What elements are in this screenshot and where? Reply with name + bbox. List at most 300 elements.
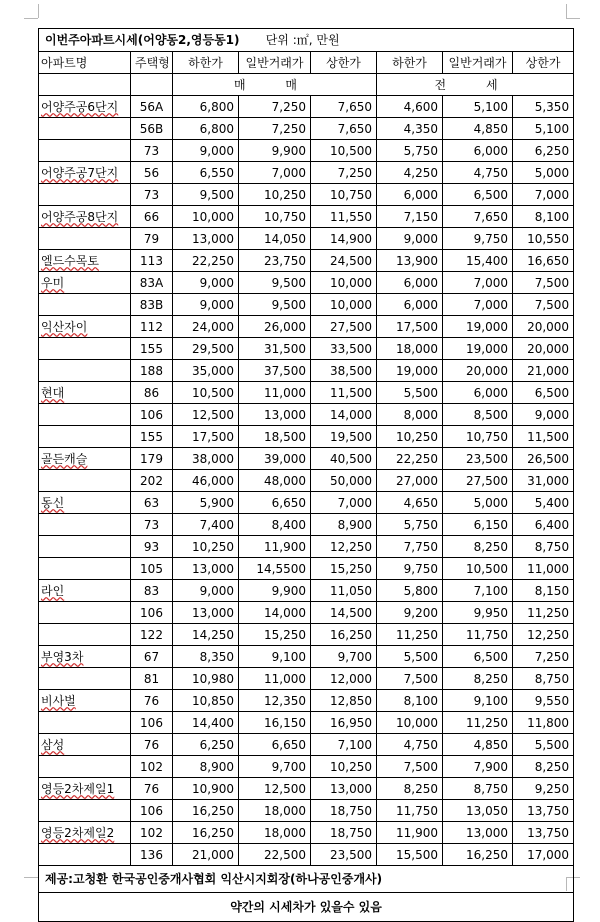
housing-type: 106 <box>131 800 173 822</box>
page-corner-mark <box>24 17 38 19</box>
jeonse-high-cell: 9,000 <box>513 404 574 426</box>
sale-typical-cell: 12,500 <box>239 778 311 800</box>
jeonse-typical-cell: 7,650 <box>443 206 513 228</box>
housing-type: 56A <box>131 96 173 118</box>
sale-low-cell: 14,250 <box>173 624 239 646</box>
sale-high-cell: 11,050 <box>311 580 377 602</box>
sale-high-cell: 7,100 <box>311 734 377 756</box>
sale-low-cell: 10,500 <box>173 382 239 404</box>
jeonse-low-cell: 10,000 <box>377 712 443 734</box>
jeonse-low-cell: 4,650 <box>377 492 443 514</box>
sale-typical-cell: 9,900 <box>239 580 311 602</box>
sale-low-cell: 16,250 <box>173 822 239 844</box>
jeonse-typical-cell: 9,950 <box>443 602 513 624</box>
sale-typical-cell: 15,250 <box>239 624 311 646</box>
sale-high-cell: 7,000 <box>311 492 377 514</box>
jeonse-low-cell: 7,500 <box>377 756 443 778</box>
sale-low-cell: 5,900 <box>173 492 239 514</box>
sale-low-cell: 38,000 <box>173 448 239 470</box>
sale-typical-cell: 31,500 <box>239 338 311 360</box>
sale-high-cell: 19,500 <box>311 426 377 448</box>
jeonse-low-cell: 4,750 <box>377 734 443 756</box>
footer-provider-row <box>39 866 574 893</box>
jeonse-low-cell: 10,250 <box>377 426 443 448</box>
page-corner-mark <box>24 877 38 879</box>
sale-typical-cell: 11,000 <box>239 668 311 690</box>
title-text: 이번주아파트시세(어양동2,영등동1) <box>45 33 240 47</box>
jeonse-low-cell: 18,000 <box>377 338 443 360</box>
sale-low-cell: 6,550 <box>173 162 239 184</box>
table-row <box>39 492 574 514</box>
sale-low-cell: 8,900 <box>173 756 239 778</box>
apartment-name <box>39 756 131 778</box>
sale-typical-cell: 9,900 <box>239 140 311 162</box>
sale-low-cell: 12,500 <box>173 404 239 426</box>
sale-low-cell: 46,000 <box>173 470 239 492</box>
jeonse-low-cell: 7,150 <box>377 206 443 228</box>
table-row <box>39 514 574 536</box>
jeonse-low-cell: 11,900 <box>377 822 443 844</box>
apartment-name <box>39 800 131 822</box>
jeonse-typical-cell: 7,000 <box>443 294 513 316</box>
apartment-name-text: 엘드수목토 <box>41 253 99 268</box>
jeonse-high-cell: 9,550 <box>513 690 574 712</box>
sale-low-cell: 35,000 <box>173 360 239 382</box>
sale-typical-cell: 9,100 <box>239 646 311 668</box>
jeonse-high-cell: 26,500 <box>513 448 574 470</box>
page-corner-mark <box>566 4 575 18</box>
jeonse-typical-cell: 8,250 <box>443 536 513 558</box>
jeonse-typical-cell: 9,100 <box>443 690 513 712</box>
jeonse-high-cell: 17,000 <box>513 844 574 866</box>
apartment-name <box>39 426 131 448</box>
housing-type: 83 <box>131 580 173 602</box>
housing-type: 83B <box>131 294 173 316</box>
table-row <box>39 382 574 404</box>
sale-high-cell: 40,500 <box>311 448 377 470</box>
apartment-name <box>39 734 131 756</box>
jeonse-high-cell: 11,500 <box>513 426 574 448</box>
jeonse-low-cell: 4,250 <box>377 162 443 184</box>
sale-low-cell: 6,250 <box>173 734 239 756</box>
sale-typical-cell: 11,900 <box>239 536 311 558</box>
sale-high-cell: 14,500 <box>311 602 377 624</box>
sale-low-cell: 6,800 <box>173 96 239 118</box>
jeonse-typical-cell: 5,000 <box>443 492 513 514</box>
housing-type: 76 <box>131 734 173 756</box>
sale-low-cell: 22,250 <box>173 250 239 272</box>
sale-high-cell: 11,550 <box>311 206 377 228</box>
apartment-name <box>39 316 131 338</box>
table-row <box>39 844 574 866</box>
jeonse-typical-cell: 6,500 <box>443 184 513 206</box>
jeonse-typical-cell: 7,900 <box>443 756 513 778</box>
jeonse-typical-cell: 13,050 <box>443 800 513 822</box>
housing-type: 73 <box>131 184 173 206</box>
sale-typical-cell: 8,400 <box>239 514 311 536</box>
jeonse-low-cell: 6,000 <box>377 272 443 294</box>
apartment-name-text: 어양주공8단지 <box>41 209 119 224</box>
sale-high-cell: 23,500 <box>311 844 377 866</box>
sale-low-cell: 6,800 <box>173 118 239 140</box>
header-jeonse-typical: 일반거래가 <box>443 52 513 74</box>
jeonse-low-cell: 11,250 <box>377 624 443 646</box>
sale-typical-cell: 16,150 <box>239 712 311 734</box>
jeonse-high-cell: 11,000 <box>513 558 574 580</box>
jeonse-high-cell: 5,400 <box>513 492 574 514</box>
sale-high-cell: 11,500 <box>311 382 377 404</box>
sale-high-cell: 16,250 <box>311 624 377 646</box>
jeonse-low-cell: 5,500 <box>377 646 443 668</box>
housing-type: 136 <box>131 844 173 866</box>
apartment-name-text: 현대 <box>41 385 65 400</box>
sale-typical-cell: 23,750 <box>239 250 311 272</box>
jeonse-low-cell: 4,350 <box>377 118 443 140</box>
housing-type: 93 <box>131 536 173 558</box>
sale-typical-cell: 6,650 <box>239 492 311 514</box>
housing-type: 67 <box>131 646 173 668</box>
sale-high-cell: 10,000 <box>311 272 377 294</box>
apartment-name <box>39 514 131 536</box>
table-row <box>39 536 574 558</box>
sale-low-cell: 10,980 <box>173 668 239 690</box>
jeonse-high-cell: 20,000 <box>513 316 574 338</box>
jeonse-low-cell: 17,500 <box>377 316 443 338</box>
sale-high-cell: 7,650 <box>311 118 377 140</box>
housing-type: 56 <box>131 162 173 184</box>
table-title <box>39 29 574 52</box>
jeonse-low-cell: 6,000 <box>377 184 443 206</box>
apartment-name <box>39 140 131 162</box>
sale-high-cell: 16,950 <box>311 712 377 734</box>
sale-high-cell: 15,250 <box>311 558 377 580</box>
jeonse-typical-cell: 23,500 <box>443 448 513 470</box>
jeonse-typical-cell: 27,500 <box>443 470 513 492</box>
header-jeonse-low: 하한가 <box>377 52 443 74</box>
apartment-name-text: 비사벌 <box>41 693 76 708</box>
jeonse-typical-cell: 9,750 <box>443 228 513 250</box>
jeonse-typical-cell: 10,750 <box>443 426 513 448</box>
housing-type: 155 <box>131 338 173 360</box>
table-row <box>39 646 574 668</box>
jeonse-high-cell: 12,250 <box>513 624 574 646</box>
jeonse-high-cell: 8,150 <box>513 580 574 602</box>
housing-type: 155 <box>131 426 173 448</box>
sale-typical-cell: 7,250 <box>239 118 311 140</box>
sale-typical-cell: 10,750 <box>239 206 311 228</box>
apartment-name <box>39 822 131 844</box>
header-jeonse-high: 상한가 <box>513 52 574 74</box>
page-corner-mark <box>30 4 39 18</box>
apartment-name-text: 어양주공7단지 <box>41 165 119 180</box>
apartment-name <box>39 118 131 140</box>
header-sale-high: 상한가 <box>311 52 377 74</box>
apartment-name <box>39 558 131 580</box>
sale-low-cell: 9,000 <box>173 294 239 316</box>
table-row <box>39 778 574 800</box>
housing-type: 202 <box>131 470 173 492</box>
sale-low-cell: 9,000 <box>173 580 239 602</box>
table-row <box>39 558 574 580</box>
table-row <box>39 250 574 272</box>
sale-high-cell: 10,000 <box>311 294 377 316</box>
sale-high-cell: 24,500 <box>311 250 377 272</box>
housing-type: 66 <box>131 206 173 228</box>
jeonse-high-cell: 11,250 <box>513 602 574 624</box>
sale-typical-cell: 7,000 <box>239 162 311 184</box>
jeonse-typical-cell: 6,500 <box>443 646 513 668</box>
jeonse-high-cell: 5,500 <box>513 734 574 756</box>
jeonse-typical-cell: 15,400 <box>443 250 513 272</box>
page-corner-mark <box>566 17 580 19</box>
sale-typical-cell: 9,700 <box>239 756 311 778</box>
footer-note-row <box>39 893 574 922</box>
table-row <box>39 470 574 492</box>
sale-low-cell: 8,350 <box>173 646 239 668</box>
housing-type: 76 <box>131 778 173 800</box>
apartment-name <box>39 624 131 646</box>
jeonse-low-cell: 5,500 <box>377 382 443 404</box>
jeonse-high-cell: 9,250 <box>513 778 574 800</box>
sale-low-cell: 10,000 <box>173 206 239 228</box>
jeonse-typical-cell: 6,000 <box>443 140 513 162</box>
header-row <box>39 52 574 74</box>
sale-high-cell: 12,850 <box>311 690 377 712</box>
apartment-name <box>39 536 131 558</box>
jeonse-high-cell: 7,250 <box>513 646 574 668</box>
apartment-name <box>39 778 131 800</box>
jeonse-typical-cell: 20,000 <box>443 360 513 382</box>
header-apartment-name: 아파트명 <box>39 52 131 74</box>
sale-low-cell: 17,500 <box>173 426 239 448</box>
jeonse-typical-cell: 6,000 <box>443 382 513 404</box>
apartment-name <box>39 338 131 360</box>
sale-high-cell: 27,500 <box>311 316 377 338</box>
table-row <box>39 272 574 294</box>
sale-high-cell: 18,750 <box>311 822 377 844</box>
sale-typical-cell: 10,250 <box>239 184 311 206</box>
sale-low-cell: 7,400 <box>173 514 239 536</box>
sale-low-cell: 14,400 <box>173 712 239 734</box>
table-row <box>39 360 574 382</box>
apartment-name <box>39 206 131 228</box>
table-row <box>39 756 574 778</box>
jeonse-low-cell: 4,600 <box>377 96 443 118</box>
sale-low-cell: 13,000 <box>173 558 239 580</box>
sale-high-cell: 33,500 <box>311 338 377 360</box>
jeonse-high-cell: 8,100 <box>513 206 574 228</box>
jeonse-high-cell: 16,650 <box>513 250 574 272</box>
table-row <box>39 734 574 756</box>
jeonse-low-cell: 7,500 <box>377 668 443 690</box>
apartment-name <box>39 184 131 206</box>
jeonse-typical-cell: 19,000 <box>443 338 513 360</box>
apartment-name <box>39 492 131 514</box>
housing-type: 76 <box>131 690 173 712</box>
table-row <box>39 602 574 624</box>
housing-type: 106 <box>131 404 173 426</box>
apartment-name-text: 어양주공6단지 <box>41 99 119 114</box>
sale-low-cell: 9,000 <box>173 140 239 162</box>
jeonse-high-cell: 7,500 <box>513 272 574 294</box>
housing-type: 105 <box>131 558 173 580</box>
jeonse-typical-cell: 4,750 <box>443 162 513 184</box>
jeonse-typical-cell: 4,850 <box>443 734 513 756</box>
housing-type: 179 <box>131 448 173 470</box>
sale-high-cell: 12,250 <box>311 536 377 558</box>
table-row <box>39 426 574 448</box>
jeonse-low-cell: 5,750 <box>377 514 443 536</box>
header-housing-type: 주택형 <box>131 52 173 74</box>
apartment-name <box>39 294 131 316</box>
table-row <box>39 140 574 162</box>
jeonse-typical-cell: 10,500 <box>443 558 513 580</box>
table-row <box>39 800 574 822</box>
apartment-name <box>39 602 131 624</box>
apartment-name <box>39 668 131 690</box>
jeonse-low-cell: 13,900 <box>377 250 443 272</box>
jeonse-high-cell: 7,000 <box>513 184 574 206</box>
sale-typical-cell: 39,000 <box>239 448 311 470</box>
sale-typical-cell: 22,500 <box>239 844 311 866</box>
sale-typical-cell: 9,500 <box>239 294 311 316</box>
sale-typical-cell: 18,000 <box>239 822 311 844</box>
apartment-name <box>39 580 131 602</box>
jeonse-typical-cell: 8,500 <box>443 404 513 426</box>
footer-note: 약간의 시세차가 있을수 있음 <box>39 893 574 922</box>
table-row <box>39 184 574 206</box>
jeonse-high-cell: 6,400 <box>513 514 574 536</box>
title-row <box>39 29 574 52</box>
jeonse-high-cell: 31,000 <box>513 470 574 492</box>
apartment-name <box>39 360 131 382</box>
apartment-name <box>39 96 131 118</box>
sale-typical-cell: 14,000 <box>239 602 311 624</box>
jeonse-high-cell: 6,250 <box>513 140 574 162</box>
sale-typical-cell: 26,000 <box>239 316 311 338</box>
section-blank <box>131 74 173 96</box>
sale-low-cell: 24,000 <box>173 316 239 338</box>
housing-type: 102 <box>131 822 173 844</box>
jeonse-high-cell: 8,750 <box>513 668 574 690</box>
sale-high-cell: 10,250 <box>311 756 377 778</box>
housing-type: 56B <box>131 118 173 140</box>
table-row <box>39 404 574 426</box>
table-row <box>39 712 574 734</box>
sale-low-cell: 9,000 <box>173 272 239 294</box>
apartment-name-text: 라인 <box>41 583 65 598</box>
apartment-name <box>39 404 131 426</box>
housing-type: 106 <box>131 602 173 624</box>
jeonse-high-cell: 20,000 <box>513 338 574 360</box>
jeonse-high-cell: 6,500 <box>513 382 574 404</box>
apartment-name <box>39 844 131 866</box>
sale-high-cell: 14,000 <box>311 404 377 426</box>
table-row <box>39 206 574 228</box>
sale-low-cell: 29,500 <box>173 338 239 360</box>
sale-high-cell: 18,750 <box>311 800 377 822</box>
table-row <box>39 822 574 844</box>
sale-typical-cell: 14,050 <box>239 228 311 250</box>
section-sale-label: 매 매 <box>173 74 377 96</box>
sale-typical-cell: 48,000 <box>239 470 311 492</box>
sale-typical-cell: 37,500 <box>239 360 311 382</box>
housing-type: 112 <box>131 316 173 338</box>
jeonse-typical-cell: 8,250 <box>443 668 513 690</box>
table-row <box>39 294 574 316</box>
apartment-name <box>39 470 131 492</box>
jeonse-high-cell: 7,500 <box>513 294 574 316</box>
housing-type: 113 <box>131 250 173 272</box>
jeonse-high-cell: 11,800 <box>513 712 574 734</box>
sale-low-cell: 10,900 <box>173 778 239 800</box>
housing-type: 81 <box>131 668 173 690</box>
jeonse-low-cell: 9,000 <box>377 228 443 250</box>
apartment-name <box>39 162 131 184</box>
sale-high-cell: 7,250 <box>311 162 377 184</box>
sale-typical-cell: 12,350 <box>239 690 311 712</box>
jeonse-high-cell: 5,350 <box>513 96 574 118</box>
table-row <box>39 162 574 184</box>
jeonse-typical-cell: 11,250 <box>443 712 513 734</box>
sale-typical-cell: 11,000 <box>239 382 311 404</box>
table-row <box>39 228 574 250</box>
sale-typical-cell: 9,500 <box>239 272 311 294</box>
sale-high-cell: 7,650 <box>311 96 377 118</box>
jeonse-high-cell: 21,000 <box>513 360 574 382</box>
jeonse-low-cell: 7,750 <box>377 536 443 558</box>
apartment-name <box>39 448 131 470</box>
sale-high-cell: 8,900 <box>311 514 377 536</box>
jeonse-typical-cell: 16,250 <box>443 844 513 866</box>
jeonse-high-cell: 13,750 <box>513 800 574 822</box>
apartment-name <box>39 690 131 712</box>
jeonse-low-cell: 11,750 <box>377 800 443 822</box>
unit-text: 단위 :㎡, 만원 <box>265 33 340 47</box>
housing-type: 63 <box>131 492 173 514</box>
jeonse-low-cell: 8,250 <box>377 778 443 800</box>
apartment-name-text: 부영3차 <box>41 649 84 664</box>
header-sale-low: 하한가 <box>173 52 239 74</box>
jeonse-typical-cell: 6,150 <box>443 514 513 536</box>
apartment-name <box>39 250 131 272</box>
jeonse-typical-cell: 11,750 <box>443 624 513 646</box>
sale-low-cell: 10,850 <box>173 690 239 712</box>
sale-low-cell: 21,000 <box>173 844 239 866</box>
jeonse-typical-cell: 19,000 <box>443 316 513 338</box>
apartment-name-text: 우미 <box>41 275 65 290</box>
jeonse-high-cell: 8,750 <box>513 536 574 558</box>
housing-type: 79 <box>131 228 173 250</box>
table-row <box>39 624 574 646</box>
jeonse-low-cell: 5,800 <box>377 580 443 602</box>
housing-type: 73 <box>131 140 173 162</box>
sale-high-cell: 10,500 <box>311 140 377 162</box>
jeonse-typical-cell: 8,750 <box>443 778 513 800</box>
apartment-name-text: 영등2차제일2 <box>41 825 115 840</box>
sale-high-cell: 13,000 <box>311 778 377 800</box>
housing-type: 73 <box>131 514 173 536</box>
sale-high-cell: 12,000 <box>311 668 377 690</box>
jeonse-typical-cell: 7,000 <box>443 272 513 294</box>
sale-low-cell: 16,250 <box>173 800 239 822</box>
table-row <box>39 338 574 360</box>
housing-type: 83A <box>131 272 173 294</box>
footer-provider: 제공:고청환 한국공인중개사협회 익산시지회장(하나공인중개사) <box>39 866 574 893</box>
sale-high-cell: 38,500 <box>311 360 377 382</box>
section-blank <box>39 74 131 96</box>
apartment-name <box>39 382 131 404</box>
